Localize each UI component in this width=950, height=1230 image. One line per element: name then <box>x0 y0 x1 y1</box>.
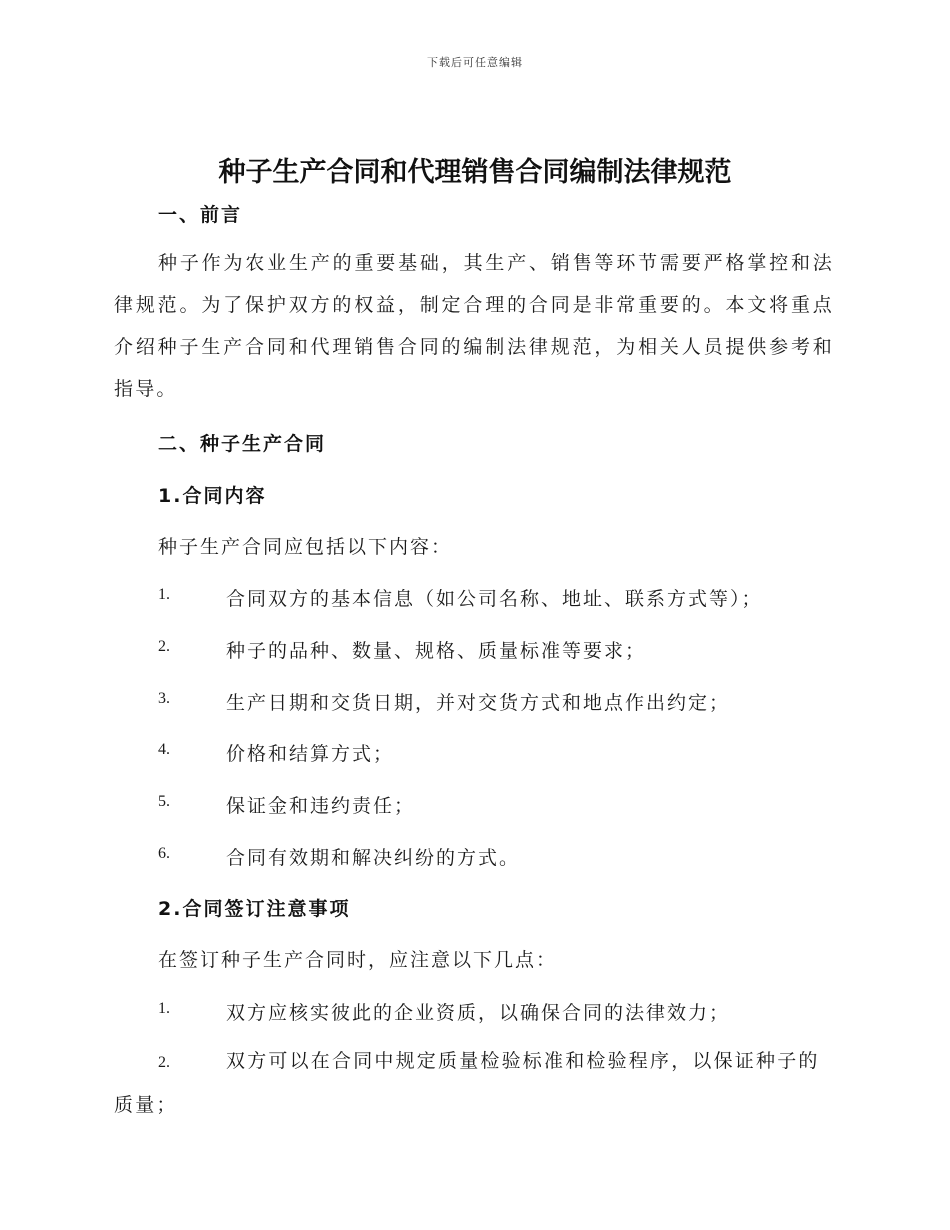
list-item-text: 价格和结算方式； <box>226 743 395 765</box>
list-item-text: 合同双方的基本信息（如公司名称、地址、联系方式等）； <box>226 588 763 610</box>
list-item-number: 5. <box>158 793 170 810</box>
document-title: 种子生产合同和代理销售合同编制法律规范 <box>218 157 732 188</box>
list-item <box>114 1040 834 1126</box>
list-item-text: 保证金和违约责任； <box>226 795 416 817</box>
list-item-text: 种子的品种、数量、规格、质量标准等要求； <box>226 640 647 662</box>
list-item-number: 1. <box>158 1000 170 1017</box>
list-item-text: 双方应核实彼此的企业资质，以确保合同的法律效力； <box>226 1002 731 1024</box>
list-item-number: 1. <box>158 586 170 603</box>
list-item-number: 2. <box>158 638 170 655</box>
list-item-number: 6. <box>158 845 170 862</box>
signing-notes-intro: 在签订种子生产合同时，应注意以下几点： <box>158 949 558 971</box>
contract-content-intro: 种子生产合同应包括以下内容： <box>158 536 453 558</box>
preface-paragraph: 种子作为农业生产的重要基础，其生产、销售等环节需要严格掌控和法律规范。为了保护双方的权益，制定合理的合同是非常重要的。本文将重点介绍种子生产合同和代理销售合同的编制法律规范，为相关人员提供参考和指导。 <box>114 252 834 400</box>
list-item-text: 生产日期和交货日期，并对交货方式和地点作出约定； <box>226 692 731 714</box>
list-item-text: 双方可以在合同中规定质量检验标准和检验程序，以保证种子的质量； <box>114 1050 820 1116</box>
list-item-number: 4. <box>158 741 170 758</box>
page-header-note: 下载后可任意编辑 <box>427 56 523 69</box>
subsection-heading-contract-content: 1.合同内容 <box>158 485 267 507</box>
subsection-heading-signing-notes: 2.合同签订注意事项 <box>158 898 351 920</box>
list-item-text: 合同有效期和解决纠纷的方式。 <box>226 847 521 869</box>
section-heading-preface: 一、前言 <box>158 204 243 226</box>
list-item-number: 2. <box>158 1054 170 1071</box>
section-heading-production-contract: 二、种子生产合同 <box>158 433 327 455</box>
list-item-number: 3. <box>158 690 170 707</box>
